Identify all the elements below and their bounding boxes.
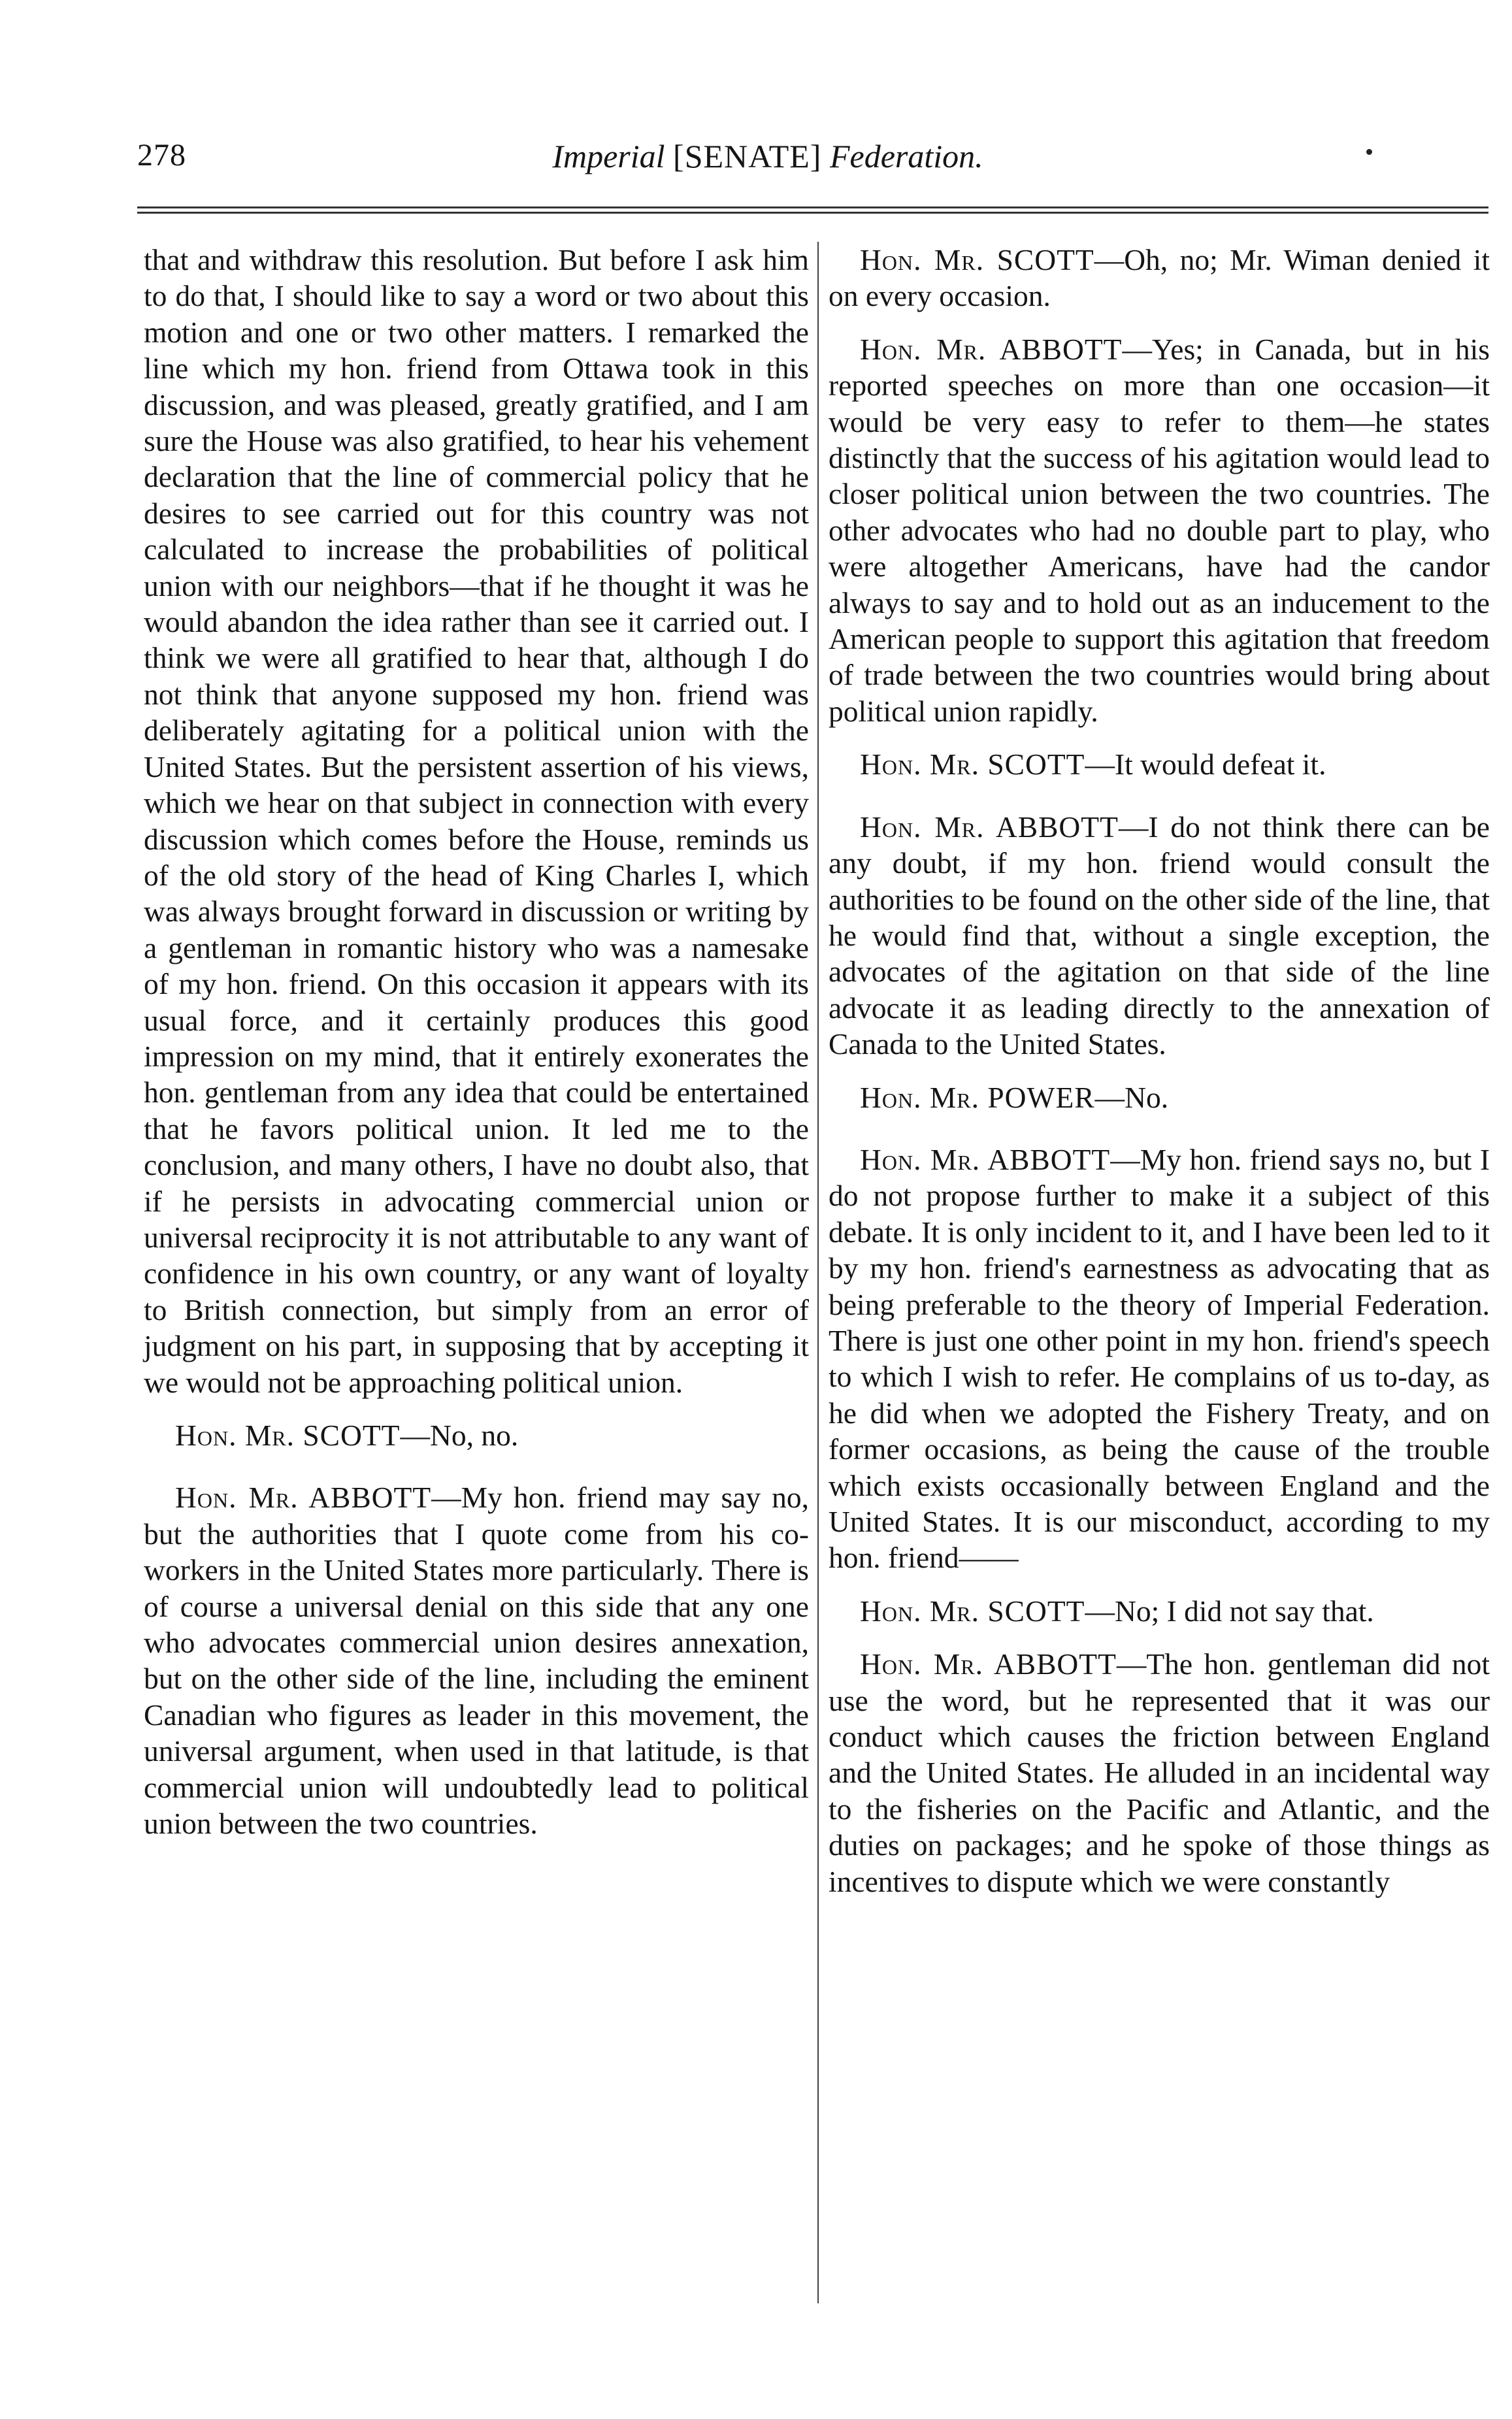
paragraph bbox=[829, 809, 1490, 1062]
header-rule-top bbox=[137, 206, 1488, 208]
paragraph bbox=[144, 1417, 809, 1453]
right-column bbox=[829, 242, 1490, 1917]
paragraph bbox=[829, 1646, 1490, 1900]
paragraph bbox=[829, 1593, 1490, 1629]
paragraph-text: —The hon. gentleman did not use the word, but he represented that it was our conduct which causes the friction between England and the United States. He alluded in an incidental way to the fisheries on the Pacific and Atlantic, and the duties on packages; and he spoke of those things as incentives to dispute which we were constantly bbox=[829, 1647, 1490, 1898]
column-divider bbox=[817, 242, 819, 2303]
header-rule-bottom bbox=[137, 212, 1488, 214]
paragraph-text: —No, no. bbox=[400, 1419, 519, 1452]
speaker-name: Hon. Mr. ABBOTT bbox=[860, 332, 1123, 366]
speaker-name: Hon. Mr. ABBOTT bbox=[175, 1481, 432, 1515]
speaker-name: Hon. Mr. ABBOTT bbox=[860, 1142, 1111, 1176]
left-column bbox=[144, 242, 809, 1858]
paragraph-text: —It would defeat it. bbox=[1085, 748, 1326, 782]
paragraph bbox=[829, 746, 1490, 782]
header-ornament-dot bbox=[1366, 149, 1372, 155]
running-title bbox=[137, 137, 1398, 175]
paragraph-text: —I do not think there can be any doubt, if my hon. friend would consult the authorities to be found on the other side of the line, that he would find that, without a single exception, the advocates of the agitation on that side of the line advocate it as leading directly to the annexation of Canada to the United States. bbox=[829, 810, 1490, 1061]
paragraph bbox=[829, 1079, 1490, 1115]
running-title-house: [SENATE] bbox=[673, 138, 822, 174]
paragraph bbox=[144, 1479, 809, 1841]
paragraph-text: —No; I did not say that. bbox=[1085, 1594, 1374, 1628]
paragraph-text: that and withdraw this resolution. But before I ask him to do that, I should like to say a word or two about this motion and one or two other matters. I remarked the line which my hon. friend from Ottawa took in this discussion, and was pleased, greatly gratified, and I am sure the House was also gratified, to hear his vehement declaration that the line of commercial policy that he desires to see carried out for this country was not calculated to increase the probabilities of political union with our neighbors—that if he thought it was he would abandon the idea rather than see it carried out. I think we were all gratified to hear that, although I do not think that anyone supposed my hon. friend was deliberately agitating for a political union with the United States. But the persistent assertion of his views, which we hear on that subject in connection with every discussion which comes before the House, reminds us of the old story of the head of King Charles I, which was always brought forward in discussion or writing by a gentleman in romantic history who was a namesake of my hon. friend. On this occasion it appears with its usual force, and it certainly produces this good impression on my mind, that it entirely exonerates the hon. gentleman from any idea that could be entertained that he favors political union. It led me to the conclusion, and many others, I have no doubt also, that if he persists in advocating commercial union or universal reciprocity it is not attributable to any want of confidence in his own country, or any want of loyalty to British connection, but simply from an error of judgment on his part, in supposing that by accepting it we would not be approaching political union. bbox=[144, 243, 809, 1399]
running-title-prefix: Imperial bbox=[552, 138, 665, 174]
page-header bbox=[137, 137, 1398, 183]
speaker-name: Hon. Mr. SCOTT bbox=[860, 243, 1094, 276]
paragraph bbox=[829, 331, 1490, 729]
running-title-suffix: Federation. bbox=[829, 138, 983, 174]
page-number: 278 bbox=[137, 138, 186, 173]
paragraph-text: —Oh, no; Mr. Wiman denied it on every occasion. bbox=[829, 243, 1490, 313]
paragraph-text: —No. bbox=[1094, 1080, 1169, 1114]
paragraph-text: —My hon. friend may say no, but the authorities that I quote come from his co-workers in the United States more particularly. There is of course a universal denial on this side that any one who advocates commercial union desires annexation, but on the other side of the line, including the eminent Canadian who figures as leader in this movement, the universal argument, when used in that latitude, is that commercial union will undoubtedly lead to political union between the two countries. bbox=[144, 1481, 809, 1841]
speaker-name: Hon. Mr. SCOTT bbox=[860, 1594, 1085, 1628]
paragraph bbox=[829, 242, 1490, 314]
paragraph-text: —Yes; in Canada, but in his reported speeches on more than one occasion—it would be very easy to refer to them—he states distinctly that the success of his agitation would lead to closer political union between the two countries. The other advocates who had no double part to play, who were altogether Americans, have had the candor always to say and to hold out as an inducement to the American people to support this agitation that freedom of trade between the two countries would bring about political union rapidly. bbox=[829, 332, 1490, 728]
speaker-name: Hon. Mr. ABBOTT bbox=[860, 810, 1119, 844]
speaker-name: Hon. Mr. ABBOTT bbox=[860, 1647, 1117, 1681]
paragraph bbox=[144, 242, 809, 1400]
speaker-name: Hon. Mr. POWER bbox=[860, 1080, 1095, 1114]
paragraph-text: —My hon. friend says no, but I do not propose further to make it a subject of this debate. It is only incident to it, and I have been led to it by my hon. friend's earnestness as advocating that as being preferable to the theory of Imperial Federation. There is just one other point in my hon. friend's speech to which I wish to refer. He complains of us to-day, as he did when we adopted the Fishery Treaty, and on former occasions, as being the cause of the trouble which exists occasionally between England and the United States. It is our misconduct, according to my hon. friend—— bbox=[829, 1142, 1490, 1575]
speaker-name: Hon. Mr. SCOTT bbox=[175, 1419, 401, 1452]
paragraph bbox=[829, 1142, 1490, 1576]
speaker-name: Hon. Mr. SCOTT bbox=[860, 748, 1085, 782]
